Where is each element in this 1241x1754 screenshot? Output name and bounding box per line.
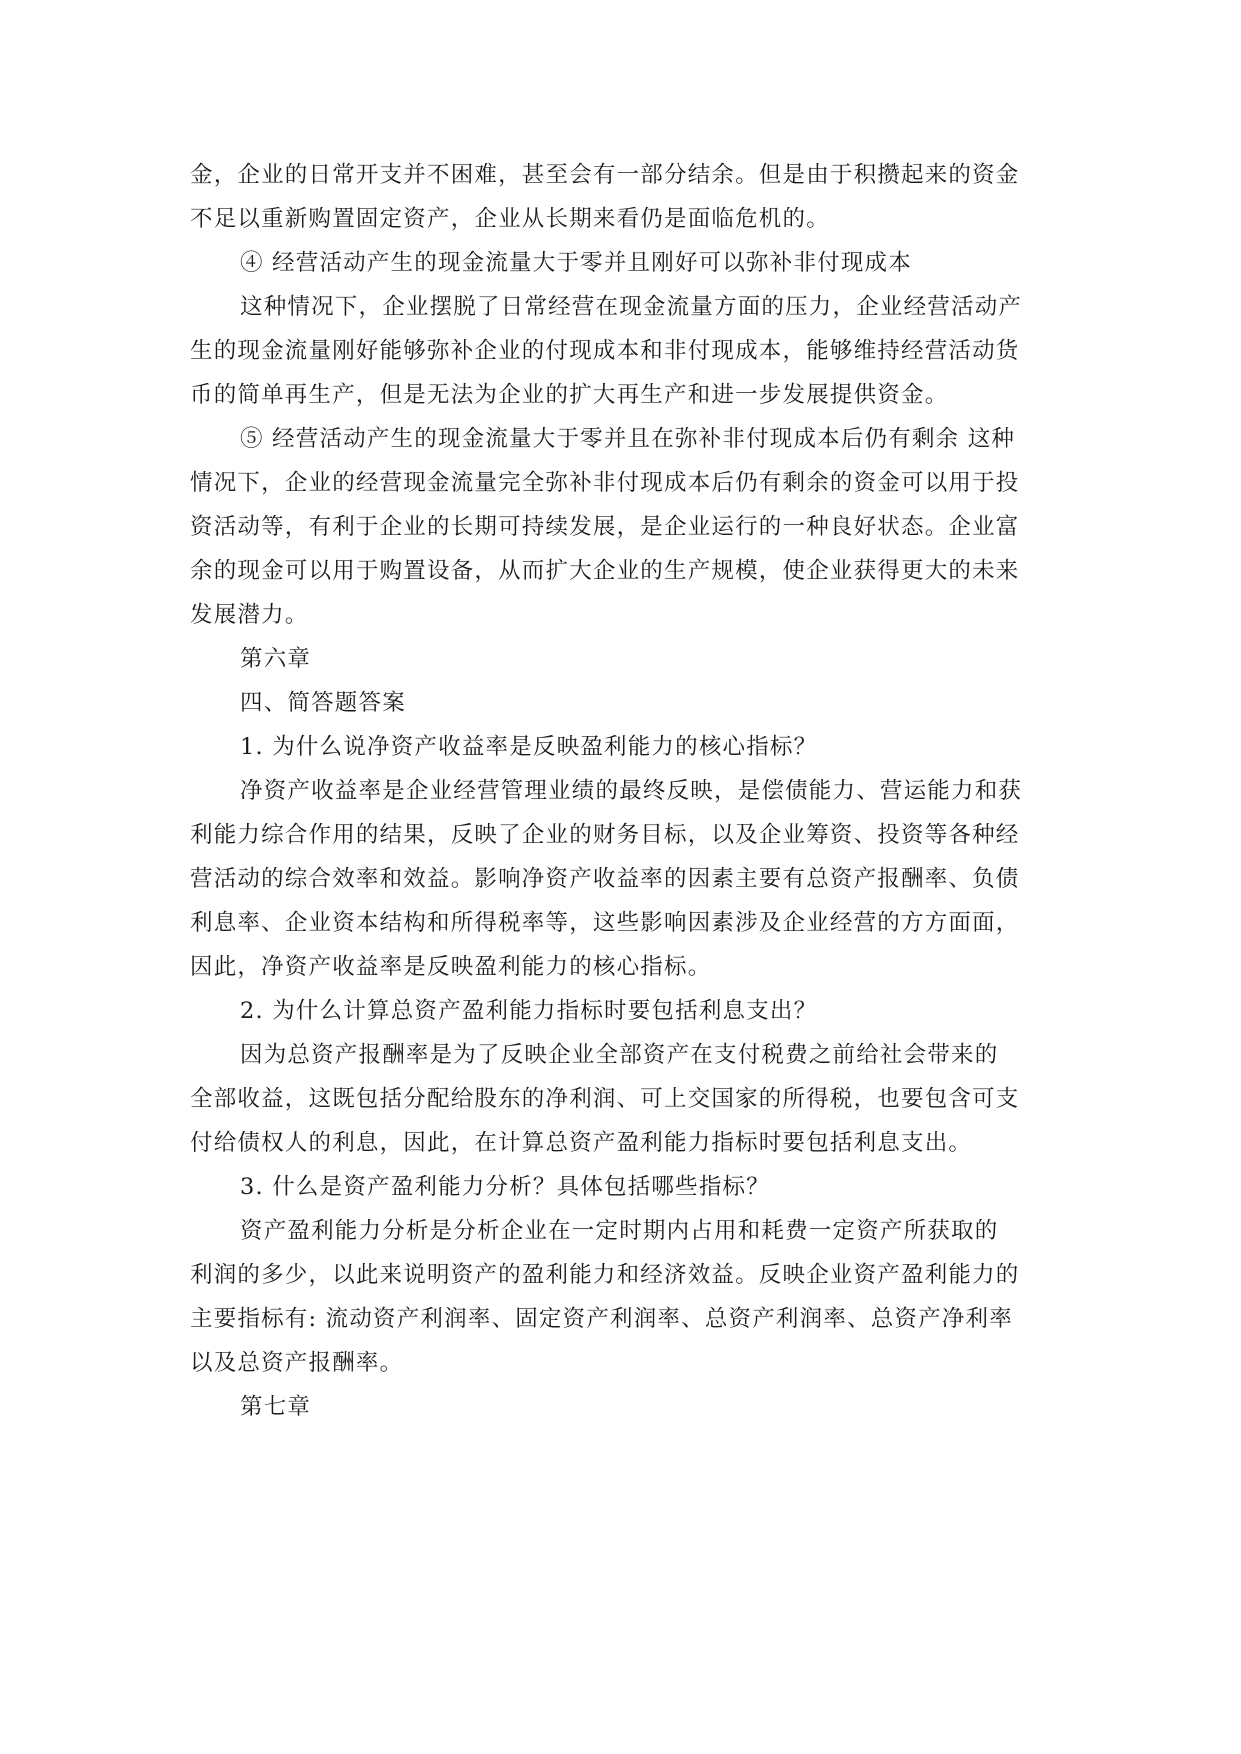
chapter-heading: 第六章 [240,646,312,672]
text-line: 资活动等，有利于企业的长期可持续发展，是企业运行的一种良好状态。企业富 [190,514,1020,540]
text-line: 全部收益，这既包括分配给股东的净利润、可上交国家的所得税，也要包含可支 [190,1086,1020,1112]
text-line: 因此，净资产收益率是反映盈利能力的核心指标。 [190,954,712,980]
text-line: 主要指标有: 流动资产利润率、固定资产利润率、总资产利润率、总资产净利率 [190,1306,1013,1332]
text-line: 币的简单再生产，但是无法为企业的扩大再生产和进一步发展提供资金。 [190,382,949,408]
text-line: 余的现金可以用于购置设备，从而扩大企业的生产规模，使企业获得更大的未来 [190,558,1020,584]
question-heading: 1. 为什么说净资产收益率是反映盈利能力的核心指标？ [240,734,818,760]
text-line: 不足以重新购置固定资产，企业从长期来看仍是面临危机的。 [190,206,830,232]
chapter-heading: 第七章 [240,1394,312,1420]
list-item-heading: ④ 经营活动产生的现金流量大于零并且刚好可以弥补非付现成本 [240,250,912,276]
text-line: 利息率、企业资本结构和所得税率等，这些影响因素涉及企业经营的方方面面， [190,910,1020,936]
text-line: 付给债权人的利息，因此，在计算总资产盈利能力指标时要包括利息支出。 [190,1130,973,1156]
text-line: 利润的多少，以此来说明资产的盈利能力和经济效益。反映企业资产盈利能力的 [190,1262,1020,1288]
text-line: 金，企业的日常开支并不困难，甚至会有一部分结余。但是由于积攒起来的资金 [190,162,1020,188]
text-line: 生的现金流量刚好能够弥补企业的付现成本和非付现成本，能够维持经营活动货 [190,338,1020,364]
text-line: 因为总资产报酬率是为了反映企业全部资产在支付税费之前给社会带来的 [240,1042,999,1068]
text-line: 这种情况下，企业摆脱了日常经营在现金流量方面的压力，企业经营活动产 [240,294,1023,320]
text-line: 发展潜力。 [190,602,309,628]
section-heading: 四、简答题答案 [240,690,406,716]
text-line: 营活动的综合效率和效益。影响净资产收益率的因素主要有总资产报酬率、负债 [190,866,1020,892]
text-line: 情况下，企业的经营现金流量完全弥补非付现成本后仍有剩余的资金可以用于投 [190,470,1020,496]
text-line: 资产盈利能力分析是分析企业在一定时期内占用和耗费一定资产所获取的 [240,1218,999,1244]
list-item-heading: ⑤ 经营活动产生的现金流量大于零并且在弥补非付现成本后仍有剩余 这种 [240,426,1016,452]
question-heading: 2. 为什么计算总资产盈利能力指标时要包括利息支出？ [240,998,818,1024]
text-line: 利能力综合作用的结果，反映了企业的财务目标，以及企业筹资、投资等各种经 [190,822,1020,848]
question-heading: 3. 什么是资产盈利能力分析？具体包括哪些指标？ [240,1174,770,1200]
text-line: 净资产收益率是企业经营管理业绩的最终反映，是偿债能力、营运能力和获 [240,778,1023,804]
text-line: 以及总资产报酬率。 [190,1350,404,1376]
